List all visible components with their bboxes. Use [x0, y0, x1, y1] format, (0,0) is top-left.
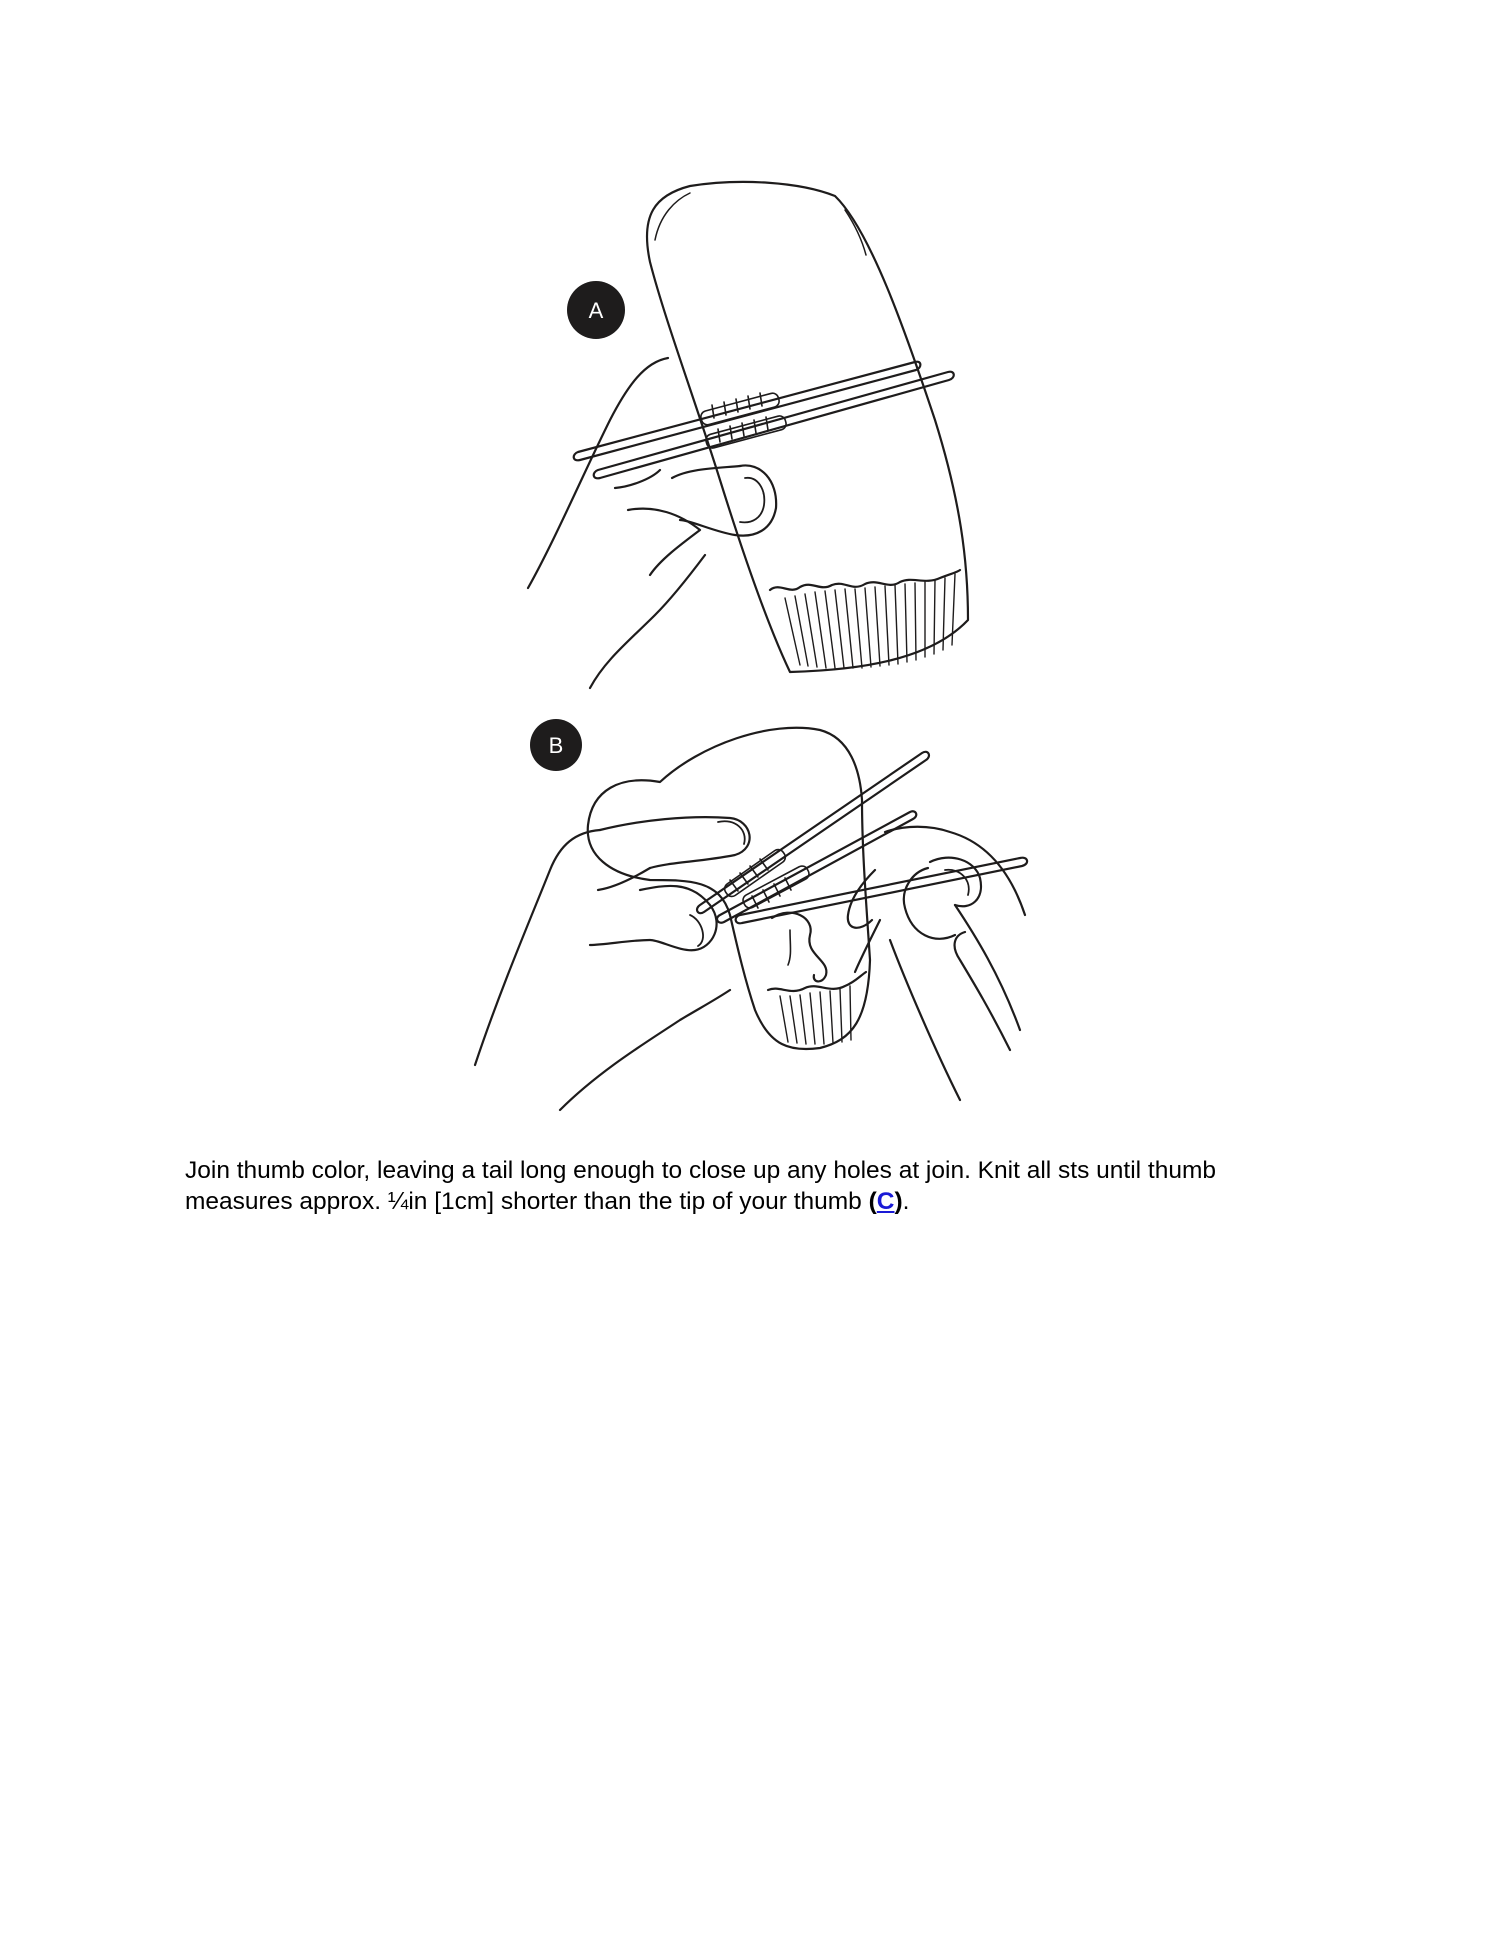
badge-a-label: A — [588, 298, 604, 323]
figure-ref-close-paren: ) — [894, 1188, 903, 1215]
badge-a — [567, 281, 625, 339]
instruction-paragraph — [185, 1155, 1325, 1217]
instruction-period: . — [902, 1188, 910, 1215]
figure-ref-open-paren: ( — [868, 1188, 877, 1215]
instruction-text: Join thumb color, leaving a tail long enough to close up any holes at join. Knit all sts until thumb measures approx. ¼in [1cm] shorter than the tip of your thumb — [185, 1157, 1216, 1215]
badge-b — [530, 719, 582, 771]
figure-c-link[interactable]: C — [876, 1188, 895, 1215]
figure-b-illustration — [475, 728, 1027, 1110]
badge-b-label: B — [548, 733, 564, 758]
figure-a-illustration — [528, 182, 968, 688]
